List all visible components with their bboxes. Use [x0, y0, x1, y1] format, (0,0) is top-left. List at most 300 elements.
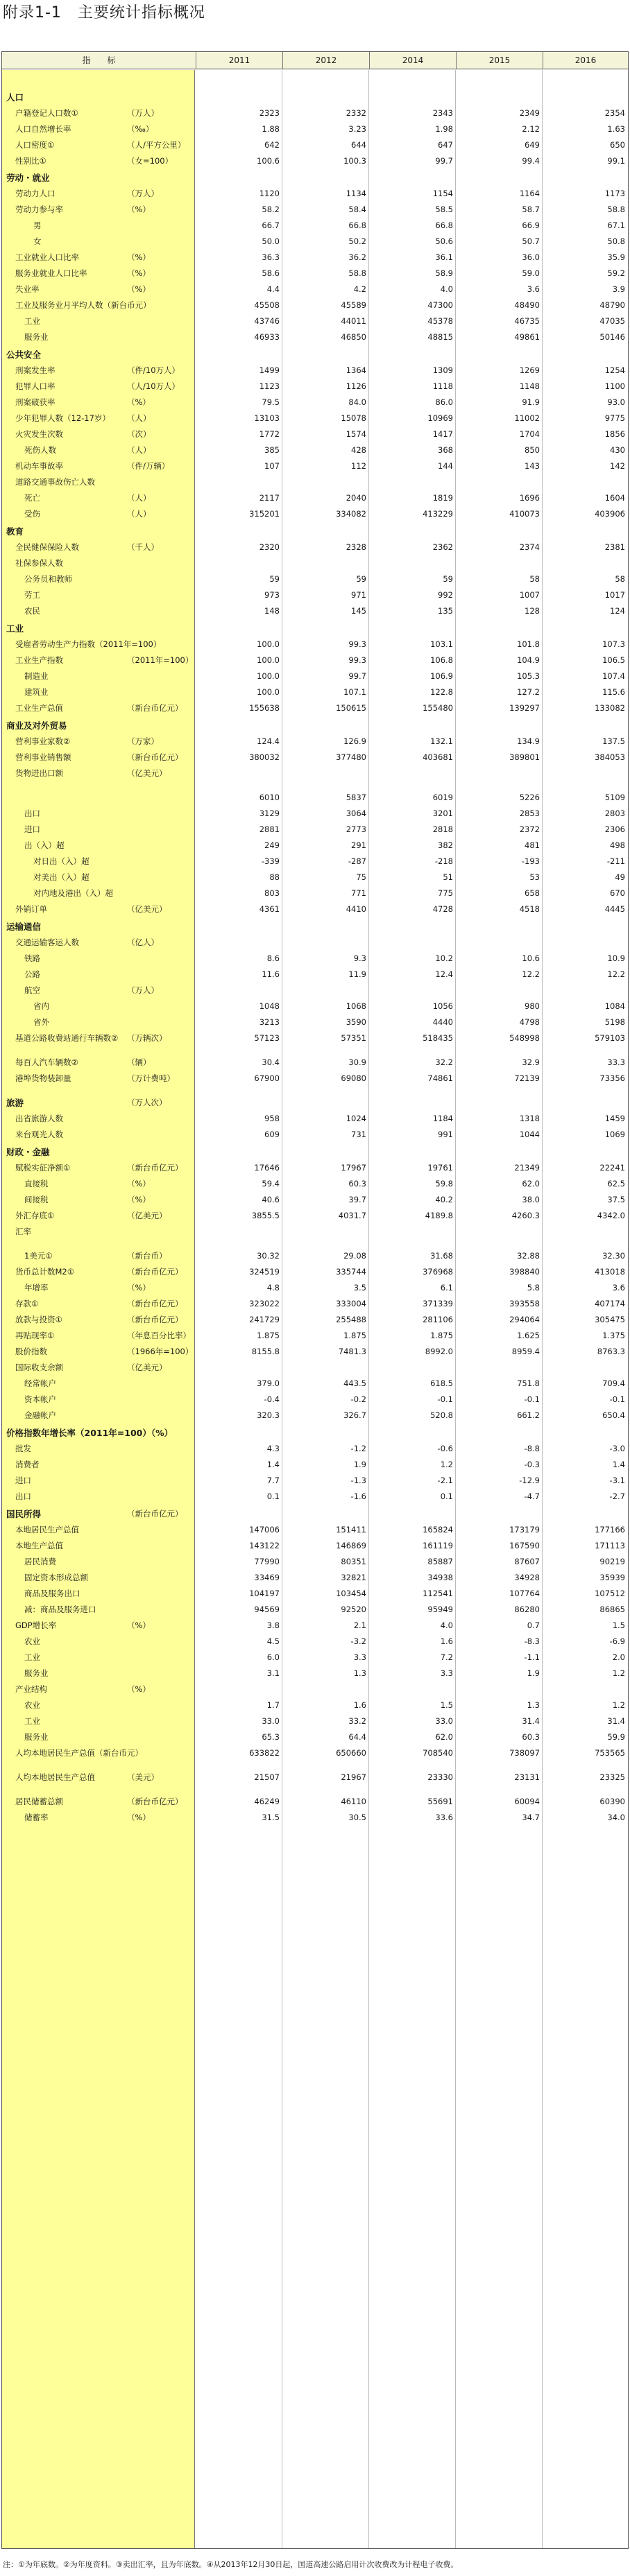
- value-cell: 6010: [259, 793, 280, 802]
- indicator-label: 户籍登记人口数①: [15, 108, 78, 118]
- indicator-unit: （万计费吨）: [127, 1073, 175, 1083]
- value-cell: 407174: [595, 1299, 625, 1308]
- value-cell: 751.8: [517, 1378, 540, 1388]
- indicator-label: 批发: [15, 1444, 31, 1453]
- value-cell: 1318: [519, 1114, 540, 1123]
- table-row: [2, 1746, 628, 1761]
- value-cell: 17646: [254, 1163, 280, 1173]
- value-cell: 151411: [336, 1525, 366, 1535]
- value-cell: 2040: [346, 493, 366, 503]
- value-cell: [283, 919, 366, 934]
- value-cell: 335744: [336, 1267, 366, 1277]
- value-cell: [457, 1145, 540, 1159]
- indicator-label: 商业及对外贸易: [6, 720, 67, 731]
- value-cell: 1.9: [353, 1460, 366, 1469]
- indicator-unit: （新台币亿元）: [127, 1797, 183, 1806]
- indicator-unit: （%）: [127, 1813, 151, 1822]
- value-cell: 33.2: [348, 1716, 366, 1726]
- table-row: [2, 234, 628, 249]
- value-cell: 142: [610, 461, 625, 471]
- indicator-label: 存款①: [15, 1299, 39, 1308]
- indicator-cell: [2, 187, 195, 201]
- value-cell: 59: [443, 574, 453, 584]
- indicator-unit: （件/万辆）: [127, 461, 170, 471]
- value-cell: [457, 171, 540, 185]
- indicator-label: 工业: [24, 316, 40, 326]
- value-cell: 3129: [259, 809, 280, 818]
- value-cell: 661.2: [517, 1410, 540, 1420]
- value-cell: 30.9: [348, 1057, 366, 1067]
- table-row: [2, 507, 628, 521]
- value-cell: [196, 1225, 280, 1239]
- indicator-cell: [2, 1376, 195, 1391]
- value-cell: 548998: [509, 1033, 540, 1043]
- value-cell: [370, 718, 453, 733]
- indicator-cell: [2, 1458, 195, 1472]
- value-cell: 132.1: [430, 736, 453, 746]
- value-cell: 48815: [427, 332, 453, 342]
- value-cell: [283, 766, 366, 781]
- value-cell: 618.5: [430, 1378, 453, 1388]
- indicator-cell: [2, 1209, 195, 1223]
- indicator-unit: （‰）: [127, 124, 154, 134]
- table-row: [2, 1225, 628, 1239]
- value-cell: 5.8: [527, 1283, 540, 1293]
- indicator-label: 对美出（入）超: [33, 872, 90, 882]
- value-cell: [196, 1096, 280, 1110]
- indicator-cell: [2, 1127, 195, 1142]
- value-cell: [196, 347, 280, 362]
- value-cell: [283, 1507, 366, 1521]
- indicator-cell: [2, 1408, 195, 1423]
- value-cell: [457, 935, 540, 950]
- value-cell: [283, 983, 366, 998]
- value-cell: 62.0: [522, 1179, 540, 1188]
- value-cell: 60094: [514, 1797, 540, 1806]
- table-row: [2, 1055, 628, 1070]
- value-cell: [370, 1225, 453, 1239]
- value-cell: 3.23: [348, 124, 366, 134]
- indicator-cell: [2, 750, 195, 765]
- indicator-cell: [2, 1602, 195, 1617]
- value-cell: 991: [438, 1130, 453, 1139]
- value-cell: 6019: [432, 793, 453, 802]
- value-cell: 294064: [509, 1315, 540, 1324]
- value-cell: 1069: [604, 1130, 625, 1139]
- value-cell: 1.63: [607, 124, 625, 134]
- indicator-unit: （新台币亿元）: [127, 1315, 183, 1324]
- value-cell: 2818: [432, 824, 453, 834]
- indicator-label: 赋税实征净额①: [15, 1163, 71, 1173]
- value-cell: 753565: [595, 1748, 625, 1758]
- value-cell: [196, 983, 280, 998]
- table-row: [2, 459, 628, 474]
- indicator-label: 工业: [6, 623, 24, 634]
- indicator-label: 人均本地居民生产总值（新台币元）: [15, 1748, 143, 1758]
- value-cell: 1.3: [353, 1668, 366, 1678]
- table-row: [2, 902, 628, 917]
- value-cell: 36.0: [522, 252, 540, 262]
- value-cell: 58: [615, 574, 625, 584]
- value-cell: 55691: [427, 1797, 453, 1806]
- indicator-label: 劳动力参与率: [15, 205, 63, 214]
- value-cell: 4260.3: [511, 1211, 540, 1220]
- value-cell: 46933: [254, 332, 280, 342]
- table-row: [2, 1810, 628, 1825]
- indicator-cell: [2, 951, 195, 966]
- value-cell: 428: [351, 445, 366, 455]
- indicator-cell: [2, 902, 195, 917]
- indicator-cell: [2, 1177, 195, 1191]
- value-cell: 2320: [259, 542, 280, 552]
- value-cell: 1604: [604, 493, 625, 503]
- indicator-unit: （人/平方公里）: [127, 140, 186, 150]
- value-cell: 122.8: [430, 687, 453, 697]
- value-cell: [283, 935, 366, 950]
- value-cell: 0.1: [440, 1492, 453, 1501]
- value-cell: 4189.8: [425, 1211, 453, 1220]
- indicator-label: 死亡: [24, 493, 40, 503]
- value-cell: 10.2: [435, 953, 453, 963]
- value-cell: [457, 983, 540, 998]
- table-row: [2, 363, 628, 378]
- value-cell: 155638: [249, 703, 280, 713]
- value-cell: 53: [529, 872, 540, 882]
- value-cell: 6.1: [440, 1283, 453, 1293]
- value-cell: 106.8: [430, 655, 453, 665]
- indicator-cell: [2, 1770, 195, 1785]
- indicator-cell: [2, 1634, 195, 1649]
- indicator-unit: （%）: [127, 284, 151, 294]
- indicator-label: 居民储蓄总额: [15, 1797, 63, 1806]
- header-year: 2016: [543, 52, 628, 69]
- value-cell: 4.3: [266, 1444, 280, 1453]
- value-cell: -193: [521, 856, 540, 866]
- value-cell: 3.3: [353, 1652, 366, 1662]
- value-cell: 2853: [519, 809, 540, 818]
- indicator-label: 直接税: [24, 1179, 49, 1188]
- value-cell: 0.7: [527, 1620, 540, 1630]
- indicator-cell: [2, 1730, 195, 1745]
- indicator-label: 出（入）超: [24, 840, 65, 850]
- indicator-unit: （美元）: [127, 1772, 159, 1782]
- value-cell: -12.9: [519, 1476, 540, 1485]
- indicator-label: 工业: [24, 1652, 40, 1662]
- value-cell: 58.6: [262, 268, 280, 278]
- value-cell: 3213: [259, 1017, 280, 1027]
- indicator-cell: [2, 524, 195, 539]
- value-cell: 50146: [599, 332, 625, 342]
- indicator-unit: （%）: [127, 1684, 151, 1694]
- indicator-cell: [2, 266, 195, 281]
- value-cell: 3.6: [612, 1283, 625, 1293]
- indicator-cell: [2, 1473, 195, 1488]
- table-row: [2, 1329, 628, 1343]
- indicator-unit: （万人）: [127, 108, 159, 118]
- value-cell: 35.9: [607, 252, 625, 262]
- value-cell: 4031.7: [338, 1211, 366, 1220]
- indicator-label: 制造业: [24, 671, 49, 681]
- value-cell: 49: [615, 872, 625, 882]
- value-cell: 50.0: [262, 236, 280, 246]
- value-cell: 1772: [259, 429, 280, 439]
- table-row: [2, 1698, 628, 1713]
- value-cell: 99.3: [348, 655, 366, 665]
- indicator-label: 每百人汽车辆数②: [15, 1057, 78, 1067]
- value-cell: 33.0: [262, 1716, 280, 1726]
- value-cell: 1154: [432, 189, 453, 198]
- value-cell: 1819: [432, 493, 453, 503]
- value-cell: 46249: [254, 1797, 280, 1806]
- indicator-unit: （2011年=100）: [127, 655, 194, 665]
- table-row: [2, 395, 628, 410]
- indicator-label: 商品及服务出口: [24, 1589, 80, 1598]
- indicator-cell: [2, 1523, 195, 1537]
- indicator-label: 服务业: [24, 1668, 49, 1678]
- value-cell: 86.0: [435, 397, 453, 407]
- section-row: [2, 1426, 628, 1440]
- value-cell: [542, 983, 625, 998]
- value-cell: 150615: [336, 703, 366, 713]
- table-row: [2, 935, 628, 950]
- value-cell: 13103: [254, 413, 280, 423]
- indicator-unit: （万人）: [127, 985, 159, 995]
- value-cell: 6.0: [266, 1652, 280, 1662]
- value-cell: 144: [438, 461, 453, 471]
- indicator-label: 工业: [24, 1716, 40, 1726]
- indicator-cell: [2, 1618, 195, 1633]
- value-cell: 51: [443, 872, 453, 882]
- value-cell: 90219: [599, 1557, 625, 1566]
- section-row: [2, 919, 628, 934]
- indicator-cell: [2, 411, 195, 426]
- value-cell: [457, 90, 540, 105]
- value-cell: 1126: [346, 381, 366, 391]
- value-cell: 74861: [427, 1073, 453, 1083]
- value-cell: -6.9: [609, 1636, 625, 1646]
- indicator-cell: [2, 90, 195, 105]
- indicator-label: 进口: [24, 824, 40, 834]
- indicator-label: 工业生产总值: [15, 703, 63, 713]
- value-cell: [196, 1360, 280, 1375]
- indicator-label: 外汇存底①: [15, 1211, 55, 1220]
- indicator-label: 人口自然增长率: [15, 124, 71, 134]
- indicator-cell: [2, 218, 195, 233]
- value-cell: [542, 475, 625, 490]
- value-cell: -211: [606, 856, 625, 866]
- indicator-label: 建筑业: [24, 687, 49, 697]
- value-cell: 2.1: [353, 1620, 366, 1630]
- indicator-label: 公务员和教师: [24, 574, 72, 584]
- document-title: 附录1-1 主要统计指标概况: [3, 4, 205, 21]
- indicator-cell: [2, 1145, 195, 1159]
- indicator-label: 工业生产指数: [15, 655, 63, 665]
- value-cell: 77990: [254, 1557, 280, 1566]
- value-cell: 4518: [519, 904, 540, 914]
- indicator-cell: [2, 1297, 195, 1311]
- value-cell: -339: [261, 856, 280, 866]
- value-cell: 2374: [519, 542, 540, 552]
- value-cell: 50.2: [348, 236, 366, 246]
- value-cell: 3.3: [440, 1668, 453, 1678]
- value-cell: 50.6: [435, 236, 453, 246]
- value-cell: 84.0: [348, 397, 366, 407]
- value-cell: 107512: [595, 1589, 625, 1598]
- indicator-label: 刑案发生率: [15, 365, 56, 375]
- indicator-label: 对日出（入）超: [33, 856, 90, 866]
- table-row: [2, 1473, 628, 1488]
- value-cell: 1574: [346, 429, 366, 439]
- table-row: [2, 1602, 628, 1617]
- table-row: [2, 1265, 628, 1279]
- value-cell: 64.4: [348, 1732, 366, 1742]
- value-cell: 5198: [604, 1017, 625, 1027]
- value-cell: 100.0: [257, 639, 280, 649]
- table-row: [2, 1555, 628, 1569]
- value-cell: 34938: [427, 1573, 453, 1582]
- value-cell: 43746: [254, 316, 280, 326]
- table-row: [2, 475, 628, 490]
- value-cell: [283, 621, 366, 636]
- value-cell: 1.4: [612, 1460, 625, 1469]
- table-row: [2, 266, 628, 281]
- value-cell: 93.0: [607, 397, 625, 407]
- table-row: [2, 1795, 628, 1809]
- value-cell: 1100: [604, 381, 625, 391]
- value-cell: 1044: [519, 1130, 540, 1139]
- table-row: [2, 1031, 628, 1046]
- value-cell: 12.2: [522, 969, 540, 979]
- indicator-label: 营利事业销售额: [15, 752, 71, 762]
- indicator-cell: [2, 443, 195, 458]
- indicator-label: 来台观光人数: [15, 1130, 63, 1139]
- value-cell: 100.0: [257, 655, 280, 665]
- value-cell: [542, 766, 625, 781]
- indicator-label: 受伤: [24, 509, 40, 519]
- indicator-label: 本地生产总值: [15, 1541, 63, 1550]
- value-cell: [370, 475, 453, 490]
- value-cell: [370, 90, 453, 105]
- value-cell: 1.3: [527, 1700, 540, 1710]
- value-cell: 60.3: [348, 1179, 366, 1188]
- value-cell: 47035: [599, 316, 625, 326]
- value-cell: 32821: [341, 1573, 366, 1582]
- table-row: [2, 1539, 628, 1553]
- indicator-cell: [2, 621, 195, 636]
- value-cell: [542, 621, 625, 636]
- value-cell: 66.7: [262, 221, 280, 230]
- value-cell: [370, 1360, 453, 1375]
- table-row: [2, 1730, 628, 1745]
- value-cell: -1.6: [350, 1492, 366, 1501]
- value-cell: 58.4: [348, 205, 366, 214]
- indicator-cell: [2, 1507, 195, 1521]
- indicator-label: 省外: [33, 1017, 49, 1027]
- section-row: [2, 347, 628, 362]
- value-cell: 92520: [341, 1605, 366, 1614]
- value-cell: -0.6: [437, 1444, 453, 1453]
- indicator-label: 人口: [6, 92, 24, 103]
- value-cell: 650660: [336, 1748, 366, 1758]
- indicator-label: 本地居民生产总值: [15, 1525, 79, 1535]
- value-cell: [196, 475, 280, 490]
- value-cell: -8.3: [524, 1636, 540, 1646]
- value-cell: 106.5: [602, 655, 625, 665]
- value-cell: 4410: [346, 904, 366, 914]
- section-row: [2, 621, 628, 636]
- value-cell: 135: [438, 606, 453, 616]
- indicator-cell: [2, 250, 195, 265]
- value-cell: [196, 718, 280, 733]
- value-cell: 850: [525, 445, 540, 455]
- value-cell: 579103: [595, 1033, 625, 1043]
- indicator-unit: （新台币亿元）: [127, 752, 183, 762]
- value-cell: 2803: [604, 809, 625, 818]
- value-cell: 165824: [423, 1525, 453, 1535]
- table-row: [2, 1177, 628, 1191]
- value-cell: 305475: [595, 1315, 625, 1324]
- indicator-cell: [2, 347, 195, 362]
- indicator-label: 货物进出口额: [15, 768, 63, 778]
- value-cell: 973: [264, 590, 280, 600]
- value-cell: 32.2: [435, 1057, 453, 1067]
- table-row: [2, 1297, 628, 1311]
- value-cell: 644: [351, 140, 366, 150]
- table-row: [2, 1618, 628, 1633]
- value-cell: 3855.5: [251, 1211, 280, 1220]
- value-cell: 32.30: [602, 1251, 625, 1261]
- indicator-unit: （%）: [127, 205, 151, 214]
- header-year: 2011: [196, 52, 282, 69]
- indicator-unit: （%）: [127, 1195, 151, 1204]
- indicator-label: 航空: [24, 985, 40, 995]
- value-cell: 1.4: [266, 1460, 280, 1469]
- indicator-cell: [2, 427, 195, 442]
- indicator-cell: [2, 171, 195, 185]
- value-cell: 33469: [254, 1573, 280, 1582]
- indicator-label: 劳动・就业: [6, 173, 50, 183]
- value-cell: [370, 766, 453, 781]
- value-cell: 39.7: [348, 1195, 366, 1204]
- value-cell: 104197: [249, 1589, 280, 1598]
- value-cell: 1134: [346, 189, 366, 198]
- value-cell: 100.0: [257, 687, 280, 697]
- indicator-cell: [2, 282, 195, 297]
- indicator-cell: [2, 507, 195, 521]
- indicator-label: 金融帐户: [24, 1410, 56, 1420]
- indicator-label: 出口: [24, 809, 40, 818]
- indicator-label: GDP增长率: [15, 1620, 57, 1630]
- indicator-label: 火灾发生次数: [15, 429, 63, 439]
- value-cell: 1.6: [353, 1700, 366, 1710]
- value-cell: 1007: [519, 590, 540, 600]
- value-cell: 59: [356, 574, 366, 584]
- table-row: [2, 669, 628, 684]
- indicator-cell: [2, 822, 195, 837]
- value-cell: 8763.3: [597, 1347, 625, 1356]
- table-header: [1, 51, 629, 69]
- value-cell: [542, 171, 625, 185]
- table-row: [2, 491, 628, 505]
- value-cell: 103.1: [430, 639, 453, 649]
- table-row: [2, 572, 628, 587]
- value-cell: [542, 1225, 625, 1239]
- indicator-cell: [2, 314, 195, 329]
- value-cell: 115.6: [602, 687, 625, 697]
- value-cell: 66.8: [435, 221, 453, 230]
- value-cell: 1184: [432, 1114, 453, 1123]
- value-cell: [457, 1507, 540, 1521]
